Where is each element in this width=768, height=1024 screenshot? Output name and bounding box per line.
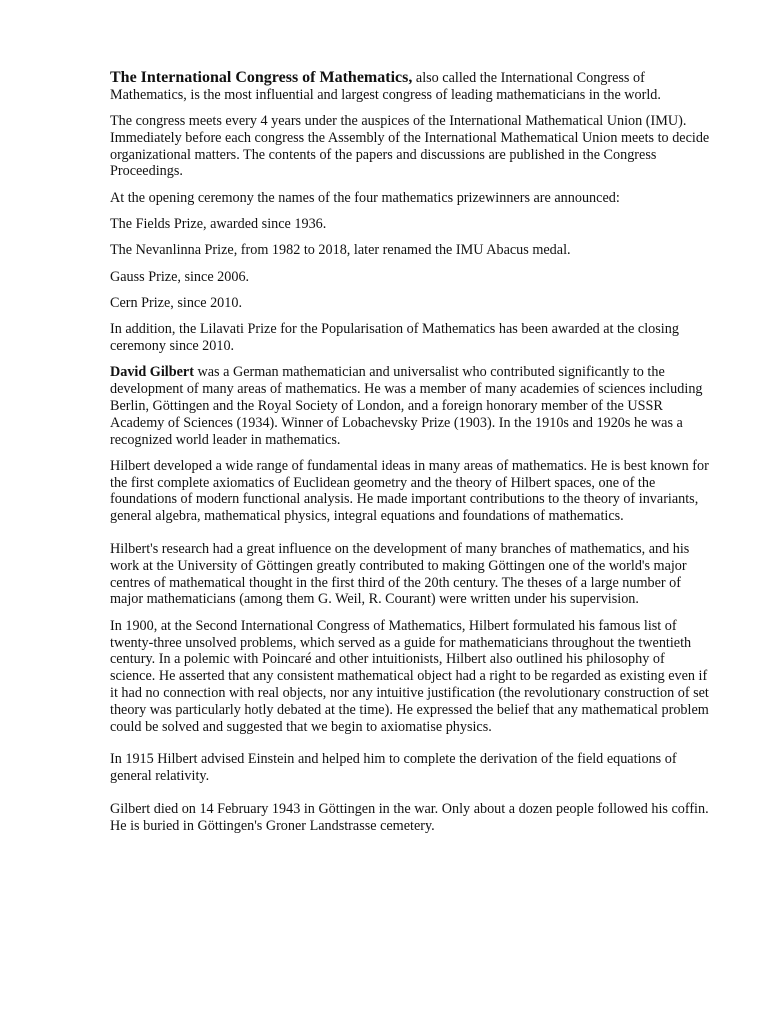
prize-cern: Cern Prize, since 2010. bbox=[110, 294, 242, 311]
hilbert-ideas-paragraph: Hilbert developed a wide range of fundamental ideas in many areas of mathematics. He is best known for the first complete axiomatics of Euclidean geometry and the theory of Hilbert spaces, one of the foundations of modern functional analysis. He made important contributions to the theory of invariants, general algebra, mathematical physics, integral equations and foundations of mathematics. bbox=[110, 457, 709, 525]
prizes-intro-paragraph: At the opening ceremony the names of the four mathematics prizewinners are announced: bbox=[110, 189, 620, 206]
gilbert-bio-paragraph bbox=[110, 364, 712, 448]
intro-paragraph bbox=[110, 70, 712, 104]
prize-gauss: Gauss Prize, since 2006. bbox=[110, 268, 250, 285]
prize-nevanlinna: The Nevanlinna Prize, from 1982 to 2018, later renamed the IMU Abacus medal. bbox=[110, 242, 571, 259]
document-title: The International Congress of Mathematics, bbox=[110, 69, 413, 86]
death-paragraph: Gilbert died on 14 February 1943 in Göttingen in the war. Only about a dozen people followed his coffin. He is buried in Göttingen's Groner Landstrasse cemetery. bbox=[110, 800, 709, 834]
lilavati-paragraph: In addition, the Lilavati Prize for the Popularisation of Mathematics has been awarded at the closing ceremony since 2010. bbox=[110, 321, 679, 355]
hilbert-problems-paragraph: In 1900, at the Second International Congress of Mathematics, Hilbert formulated his famous list of twenty-three unsolved problems, which served as a guide for mathematicians throughout the twentieth century. In a polemic with Poincaré and other intuitionists, Hilbert also outlined his philosophy of science. He asserted that any consistent mathematical object had a right to be regarded as existing even if it had no connection with real objects, nor any intuitive justification (the revolutionary construction of set theory was particularly hotly debated at the time). He expressed the belief that any mathematical problem could be solved and suggested that we begin to axiomatise physics. bbox=[110, 617, 709, 735]
document-page bbox=[110, 70, 712, 844]
intro-text: also called the International Congress of Mathematics, is the most influential and largest congress of leading mathematicians in the world. bbox=[110, 70, 661, 103]
congress-info-paragraph: The congress meets every 4 years under the auspices of the International Mathematical Union (IMU). Immediately before each congress the Assembly of the International Mathematical Union meets to decide organizational matters. The contents of the papers and discussions are published in the Congress Proceedings. bbox=[110, 113, 710, 180]
gilbert-bio-text: was a German mathematician and universalist who contributed significantly to the development of many areas of mathematics. He was a member of many academies of sciences including Berlin, Göttingen and the Royal Society of London, and a foreign honorary member of the USSR Academy of Sciences (1934). Winner of Lobachevsky Prize (1903). In the 1910s and 1920s he was a recognized world leader in mathematics. bbox=[110, 364, 703, 448]
hilbert-influence-paragraph: Hilbert's research had a great influence on the development of many branches of mathematics, and his work at the University of Göttingen greatly contributed to making Göttingen one of the world's major centres of mathematical thought in the first third of the 20th century. The theses of a large number of major mathematicians (among them G. Weil, R. Courant) were written under his supervision. bbox=[110, 541, 690, 608]
gilbert-name: David Gilbert bbox=[110, 364, 194, 381]
prize-fields: The Fields Prize, awarded since 1936. bbox=[110, 216, 327, 233]
einstein-paragraph: In 1915 Hilbert advised Einstein and helped him to complete the derivation of the field equations of general relativity. bbox=[110, 751, 677, 785]
